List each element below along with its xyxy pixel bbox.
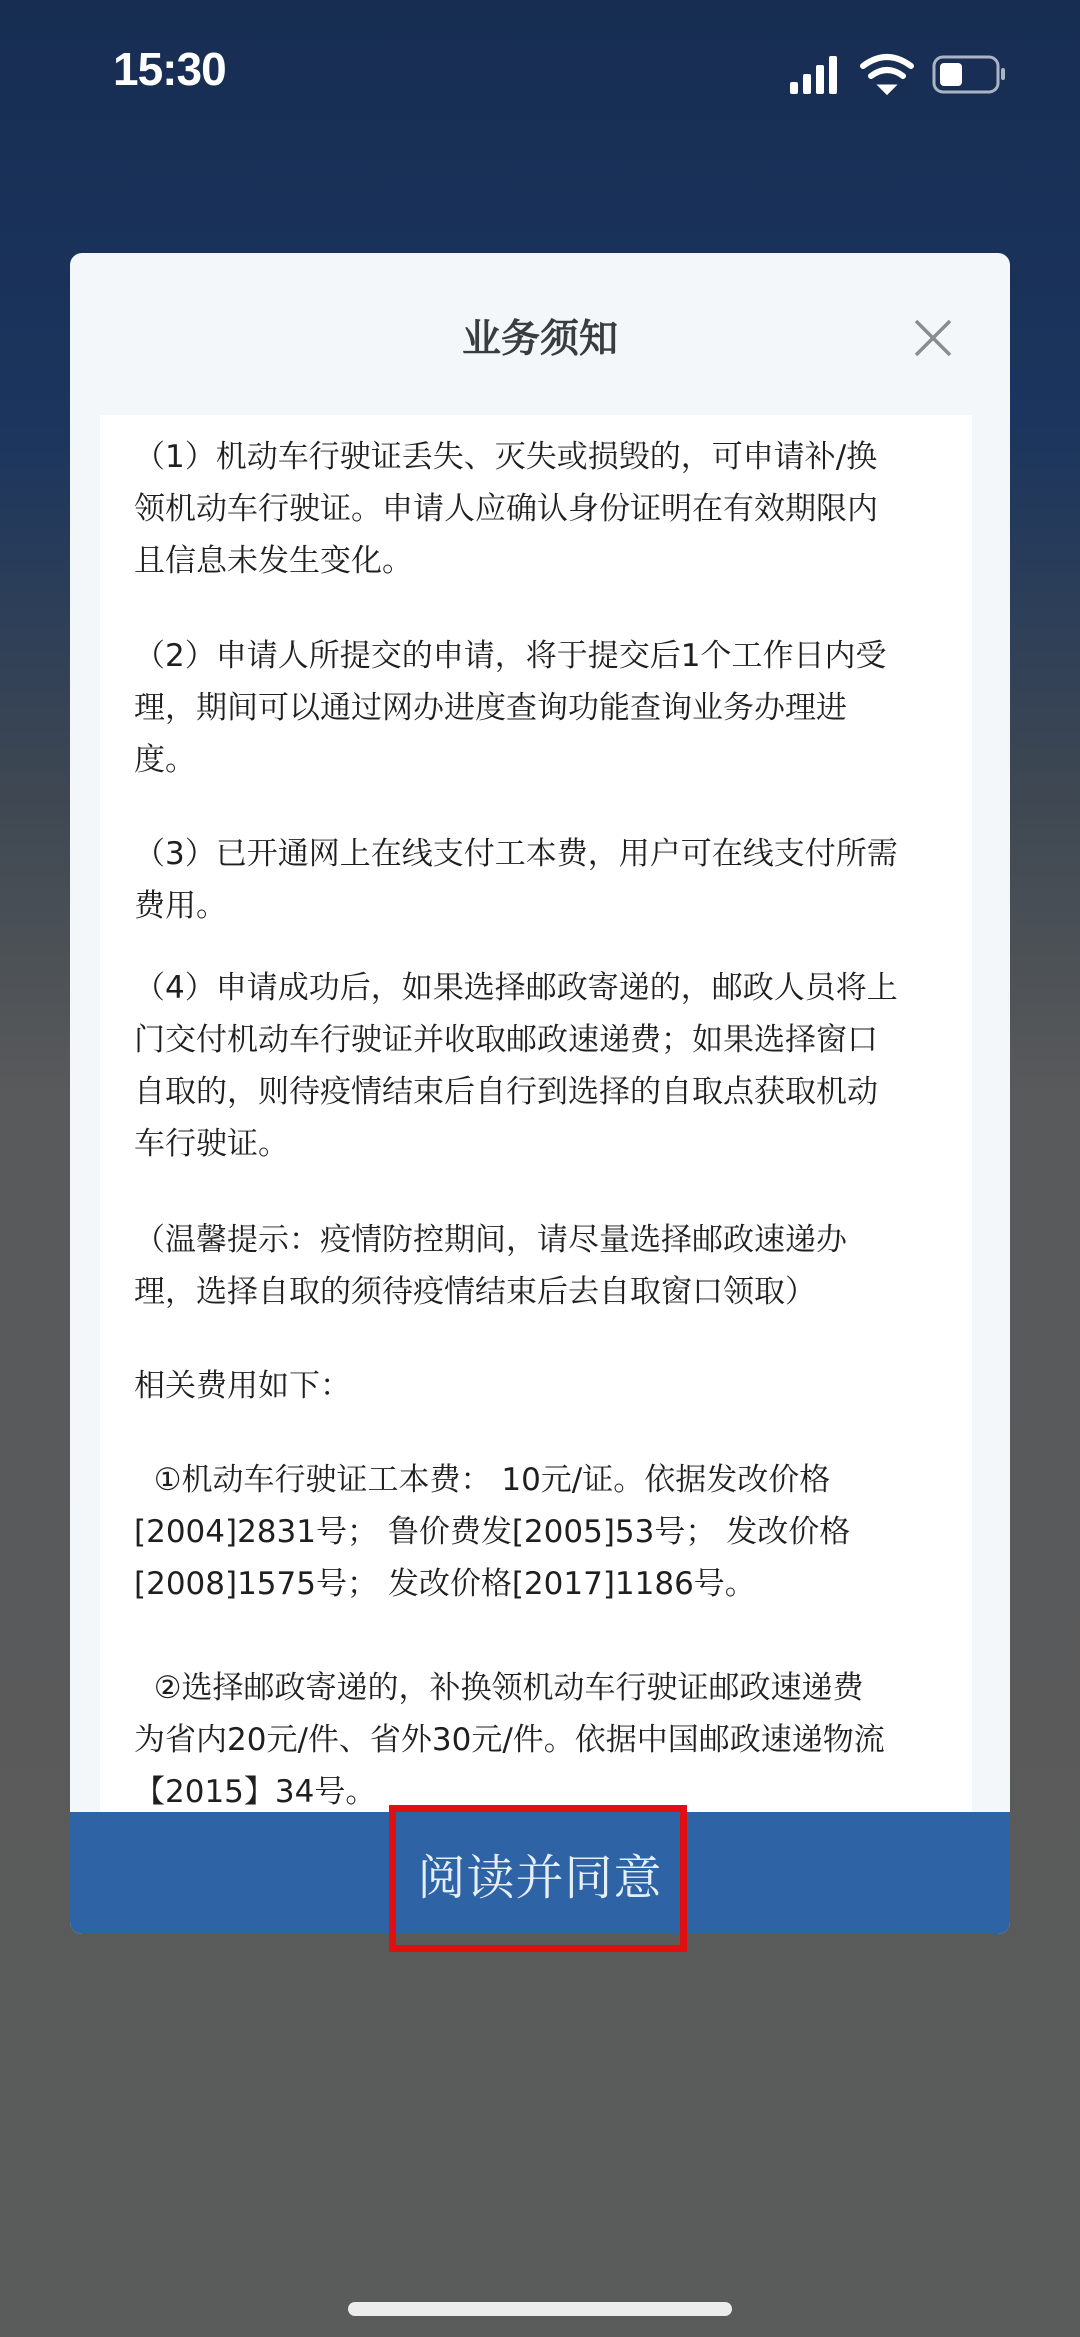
paragraph-line: （温馨提示：疫情防控期间，请尽量选择邮政速递办 (134, 1222, 847, 1258)
dialog-title: 业务须知 (461, 317, 618, 362)
notice-content[interactable] (100, 415, 972, 1812)
paragraph-line: 【2015】34号。 (134, 1774, 377, 1810)
close-icon[interactable] (908, 313, 958, 363)
notice-paragraph (134, 630, 964, 786)
paragraph-line: 且信息未发生变化。 (134, 543, 413, 579)
notice-paragraph (134, 1214, 964, 1318)
paragraph-line: （1）机动车行驶证丢失、灭失或损毁的，可申请补/换 (134, 439, 878, 475)
wifi-icon (863, 57, 911, 93)
paragraph-line: （2）申请人所提交的申请，将于提交后1个工作日内受 (134, 638, 887, 674)
read-and-agree-button[interactable]: 阅读并同意 (70, 1812, 1010, 1934)
notice-paragraph (134, 1662, 964, 1812)
paragraph-line: ①机动车行驶证工本费： 10元/证。依据发改价格 (134, 1462, 831, 1498)
paragraph-line: 自取的，则待疫情结束后自行到选择的自取点获取机动 (134, 1074, 878, 1110)
paragraph-line: 相关费用如下： (134, 1368, 351, 1404)
notice-paragraph (134, 431, 964, 587)
notice-paragraph (134, 1360, 964, 1412)
business-notice-dialog (70, 253, 1010, 1934)
paragraph-line: 度。 (134, 742, 196, 778)
notice-paragraph (134, 828, 964, 932)
paragraph-line: 车行驶证。 (134, 1126, 289, 1162)
paragraph-line: [2008]1575号； 发改价格[2017]1186号。 (134, 1566, 756, 1602)
paragraph-line: 领机动车行驶证。申请人应确认身份证明在有效期限内 (134, 491, 878, 527)
paragraph-line: 为省内20元/件、省外30元/件。依据中国邮政速递物流 (134, 1722, 885, 1758)
paragraph-line: 门交付机动车行驶证并收取邮政速递费；如果选择窗口 (134, 1022, 878, 1058)
status-time: 15:30 (113, 43, 226, 95)
home-indicator[interactable] (348, 2302, 732, 2316)
paragraph-line: 理，期间可以通过网办进度查询功能查询业务办理进 (134, 690, 847, 726)
paragraph-line: [2004]2831号； 鲁价费发[2005]53号； 发改价格 (134, 1514, 851, 1550)
paragraph-line: ②选择邮政寄递的，补换领机动车行驶证邮政速递费 (134, 1670, 864, 1706)
paragraph-line: 费用。 (134, 888, 227, 924)
paragraph-line: 理，选择自取的须待疫情结束后去自取窗口领取） (134, 1274, 816, 1310)
paragraph-line: （3）已开通网上在线支付工本费，用户可在线支付所需 (134, 836, 898, 872)
notice-paragraph (134, 1454, 964, 1610)
signal-icon (790, 56, 837, 94)
status-icons (788, 52, 1008, 96)
paragraph-line: （4）申请成功后，如果选择邮政寄递的，邮政人员将上 (134, 970, 898, 1006)
notice-paragraph (134, 962, 964, 1170)
battery-icon (934, 57, 1005, 92)
